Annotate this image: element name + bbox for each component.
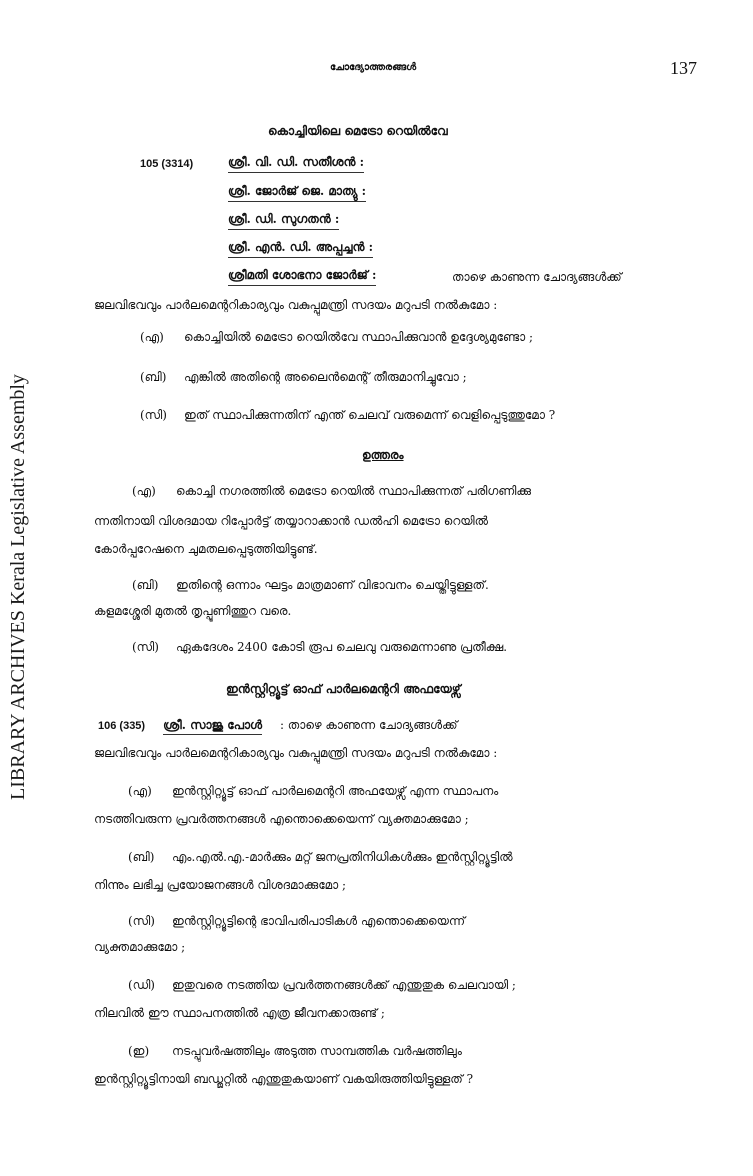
q106-question-c-line-2: വ്യക്തമാക്കുമോ ; <box>94 940 186 954</box>
running-header: ചോദ്യോത്തരങ്ങൾ <box>330 62 417 73</box>
q105-member-5: ശ്രീമതി ശോഭനാ ജോർജ് : <box>228 268 376 286</box>
q106-question-d-line-1 <box>128 978 516 993</box>
q106-intro-line-1 <box>98 718 457 733</box>
answer-a-line-1 <box>132 484 531 499</box>
q105-member-4: ശ്രീ. എൻ. ഡി. അപ്പച്ചൻ : <box>228 240 373 258</box>
question-mark-label: (ഇ) <box>128 1044 150 1058</box>
answer-heading: ഉത്തരം <box>362 448 404 462</box>
answer-text: കൊച്ചി നഗരത്തിൽ മെട്രോ റെയിൽ സ്ഥാപിക്കുന്നത് പരിഗണിക്കു <box>176 484 531 498</box>
answer-a-line-3: കോർപ്പറേഷനെ ചുമതലപ്പെടുത്തിയിട്ടുണ്ട്. <box>94 542 318 556</box>
question-text: നടപ്പുവർഷത്തിലും അടുത്ത സാമ്പത്തിക വർഷത്തിലും <box>172 1044 462 1058</box>
question-text: ഇത് സ്ഥാപിക്കുന്നതിന് എന്ത് ചെലവ് വരുമെന്ന് വെളിപ്പെടുത്തുമോ ? <box>184 408 556 422</box>
q106-number: 106 (335) <box>98 720 146 732</box>
q105-heading: കൊച്ചിയിലെ മെട്രോ റെയിൽവേ <box>268 124 448 138</box>
question-mark-label: (എ) <box>140 330 164 344</box>
q106-question-b-line-2: നിന്നും ലഭിച്ച പ്രയോജനങ്ങൾ വിശദമാക്കുമോ ; <box>94 878 347 892</box>
q105-question-b <box>140 370 467 385</box>
question-text: എം.എൽ.എ.-മാർക്കും മറ്റ് ജനപ്രതിനിധികൾക്കും ഇൻസ്റ്റിറ്റ്യൂട്ടിൽ <box>172 850 513 864</box>
q105-question-c <box>140 408 555 423</box>
question-text: ഇൻസ്റ്റിറ്റ്യൂട്ട് ഓഫ് പാർലമെന്ററി അഫയേഴ്സ് എന്ന സ്ഥാപനം <box>172 784 499 798</box>
q106-heading: ഇൻസ്റ്റിറ്റ്യൂട്ട് ഓഫ് പാർലമെന്ററി അഫയേഴ്സ് <box>226 682 461 696</box>
question-mark-label: (എ) <box>128 784 152 798</box>
question-text: ഇതുവരെ നടത്തിയ പ്രവർത്തനങ്ങൾക്ക് എന്തുതുക ചെലവായി ; <box>172 978 516 992</box>
answer-a-line-2: ന്നതിനായി വിശദമായ റിപ്പോർട്ട് തയ്യാറാക്കാൻ ഡൽഹി മെട്രോ റെയിൽ <box>94 514 489 528</box>
q105-number: 105 (3314) <box>140 158 194 170</box>
q105-member-2: ശ്രീ. ജോർജ് ജെ. മാത്യു : <box>228 184 366 202</box>
question-mark-label: (സി) <box>140 408 167 422</box>
question-text: കൊച്ചിയിൽ മെട്രോ റെയിൽവേ സ്ഥാപിക്കുവാൻ ഉദ്ദേശ്യമുണ്ടോ ; <box>184 330 534 344</box>
question-mark-label: (ഡി) <box>128 978 155 992</box>
q106-question-d-line-2: നിലവിൽ ഈ സ്ഥാപനത്തിൽ എത്ര ജീവനക്കാരുണ്ട് ; <box>94 1006 385 1020</box>
q106-question-e-line-2: ഇൻസ്റ്റിറ്റ്യൂട്ടിനായി ബഡ്ജറ്റിൽ എന്തുതുകയാണ് വകയിരുത്തിയിട്ടുള്ളത് ? <box>94 1072 474 1086</box>
question-text: എങ്കിൽ അതിന്റെ അലൈൻമെന്റ് തീരുമാനിച്ചുവോ ; <box>184 370 467 384</box>
q106-intro-line-2: ജലവിഭവവും പാർലമെന്ററികാര്യവും വകുപ്പുമന്ത്രി സദയം മറുപടി നൽകുമോ : <box>94 746 498 760</box>
q105-member-1: ശ്രീ. വി. ഡി. സതീശൻ : <box>228 155 364 173</box>
q105-intro-tail: താഴെ കാണുന്ന ചോദ്യങ്ങൾക്ക് <box>452 270 622 284</box>
answer-text: ഇതിന്റെ ഒന്നാം ഘട്ടം മാത്രമാണ് വിഭാവനം ചെയ്തിട്ടുള്ളത്. <box>176 578 489 592</box>
answer-text: ഏകദേശം 2400 കോടി രൂപ ചെലവു വരുമെന്നാണു പ്രതീക്ഷ. <box>176 640 508 654</box>
q106-member: ശ്രീ. സാജു പോൾ <box>163 718 262 735</box>
archive-watermark: LIBRARY ARCHIVES Kerala Legislative Assembly <box>7 374 29 800</box>
answer-b-line-2: കളമശ്ശേരി മുതൽ തൃപ്പൂണിത്തുറ വരെ. <box>94 604 292 618</box>
question-mark-label: (ബി) <box>128 850 155 864</box>
page-number: 137 <box>670 58 697 78</box>
answer-c-line-1 <box>132 640 507 655</box>
q106-question-c-line-1 <box>128 914 465 929</box>
q106-intro-tail: : താഴെ കാണുന്ന ചോദ്യങ്ങൾക്ക് <box>279 718 458 732</box>
question-mark-label: (സി) <box>128 914 155 928</box>
q106-question-a-line-2: നടത്തിവരുന്ന പ്രവർത്തനങ്ങൾ എന്തൊക്കെയെന്ന് വ്യക്തമാക്കുമോ ; <box>94 812 469 826</box>
answer-mark-label: (എ) <box>132 484 156 498</box>
answer-mark-label: (ബി) <box>132 578 159 592</box>
q105-member-3: ശ്രീ. ഡി. സുഗതൻ : <box>228 212 339 230</box>
question-mark-label: (ബി) <box>140 370 167 384</box>
q106-question-a-line-1 <box>128 784 498 799</box>
answer-mark-label: (സി) <box>132 640 159 654</box>
q106-question-b-line-1 <box>128 850 513 865</box>
q105-question-a <box>140 330 533 345</box>
q105-intro-line: ജലവിഭവവും പാർലമെന്ററികാര്യവും വകുപ്പുമന്ത്രി സദയം മറുപടി നൽകുമോ : <box>94 298 498 312</box>
answer-b-line-1 <box>132 578 489 593</box>
q106-question-e-line-1 <box>128 1044 462 1059</box>
question-text: ഇൻസ്റ്റിറ്റ്യൂട്ടിന്റെ ഭാവിപരിപാടികൾ എന്തൊക്കെയെന്ന് <box>172 914 466 928</box>
